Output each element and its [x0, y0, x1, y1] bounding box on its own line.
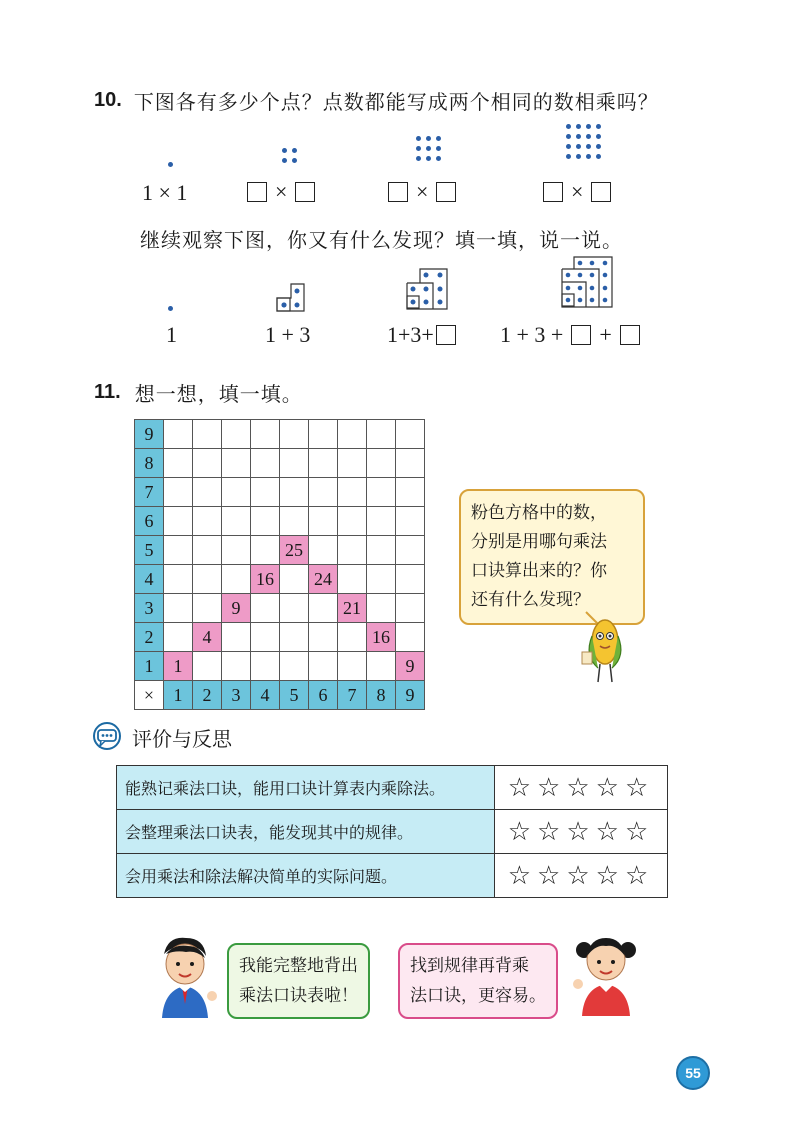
sum-3: [387, 322, 456, 348]
eval-row: [117, 810, 668, 854]
pink-cell-2x8: 16: [367, 623, 396, 652]
grid-cell: [309, 623, 338, 652]
grid-cell: [164, 449, 193, 478]
grid-cell: [338, 536, 367, 565]
sum-2: [265, 322, 310, 348]
col-label: 4: [251, 681, 280, 710]
girl-speech-line: 法口诀，更容易。: [410, 986, 546, 1006]
col-label: 6: [309, 681, 338, 710]
l-dots-2: [276, 283, 306, 313]
grid-cell: [164, 594, 193, 623]
answer-box[interactable]: [247, 182, 267, 202]
grid-cell: [222, 623, 251, 652]
boy-illustration: [148, 934, 220, 1018]
grid-cell: [367, 449, 396, 478]
col-label: 3: [222, 681, 251, 710]
grid-cell: [396, 478, 425, 507]
eq-4x4: [543, 179, 611, 205]
grid-cell: [164, 420, 193, 449]
sum-1-text: 1: [166, 322, 177, 347]
grid-cell: [164, 565, 193, 594]
evaluation-table: [116, 765, 668, 898]
pink-cell-1x9: 9: [396, 652, 425, 681]
q10-prompt2: 继续观察下图，你又有什么发现？填一填，说一说。: [140, 228, 623, 252]
grid-cell: [367, 536, 396, 565]
boy-speech-line: 我能完整地背出: [239, 956, 358, 976]
grid-cell: [367, 478, 396, 507]
grid-cell: [396, 565, 425, 594]
grid-cell: [193, 565, 222, 594]
page-number: 55: [685, 1065, 701, 1081]
q11-number: 11.: [94, 381, 121, 403]
hint-bubble: [459, 489, 645, 625]
grid-cell: [222, 652, 251, 681]
eq-1x1: [142, 180, 187, 206]
sum-4: [500, 322, 640, 348]
pink-cell-5x5: 25: [280, 536, 309, 565]
eval-criterion: 能熟记乘法口诀，能用口诀计算表内乘除法。: [117, 766, 495, 810]
grid-cell: [193, 478, 222, 507]
grid-cell: [309, 594, 338, 623]
row-label: 9: [135, 420, 164, 449]
pink-cell-1x1: 1: [164, 652, 193, 681]
sum-4-text: 1 + 3 +: [500, 322, 564, 347]
grid-cell: [164, 507, 193, 536]
eval-criterion: 会用乘法和除法解决简单的实际问题。: [117, 854, 495, 898]
eval-row: [117, 766, 668, 810]
girl-speech-line: 找到规律再背乘: [410, 956, 529, 976]
col-label: 1: [164, 681, 193, 710]
grid-row: [135, 594, 425, 623]
corn-mascot-illustration: [580, 606, 630, 686]
answer-box[interactable]: [571, 325, 591, 345]
pink-cell-4x6: 24: [309, 565, 338, 594]
boy-speech-bubble: [227, 943, 370, 1019]
answer-box[interactable]: [543, 182, 563, 202]
grid-cell: [222, 565, 251, 594]
grid-cell: [251, 623, 280, 652]
col-label: 7: [338, 681, 367, 710]
grid-cell: [280, 449, 309, 478]
grid-cell: [338, 449, 367, 478]
star-rating[interactable]: ☆☆☆☆☆: [495, 766, 668, 810]
row-label: 2: [135, 623, 164, 652]
grid-cell: [251, 478, 280, 507]
grid-cell: [338, 623, 367, 652]
col-label: 5: [280, 681, 309, 710]
dots-1x1: [168, 162, 176, 170]
boy-speech-line: 乘法口诀表啦！: [239, 986, 358, 1006]
eval-header: [92, 722, 232, 752]
grid-row: [135, 652, 425, 681]
q11-header: [94, 378, 303, 407]
answer-box[interactable]: [436, 325, 456, 345]
grid-cell: [222, 420, 251, 449]
answer-box[interactable]: [388, 182, 408, 202]
eq-3x3: [388, 179, 456, 205]
row-label: 4: [135, 565, 164, 594]
l-dots-1: [168, 306, 176, 314]
grid-cell: [164, 623, 193, 652]
l-dots-4: [561, 256, 613, 308]
grid-cell: [280, 652, 309, 681]
eval-title: 评价与反思: [132, 726, 232, 751]
eval-criterion: 会整理乘法口诀表，能发现其中的规律。: [117, 810, 495, 854]
grid-cell: [251, 507, 280, 536]
col-label: 8: [367, 681, 396, 710]
multiplication-grid: [134, 419, 425, 710]
girl-speech-bubble: [398, 943, 558, 1019]
grid-cell: [367, 507, 396, 536]
answer-box[interactable]: [436, 182, 456, 202]
q10-prompt: 下图各有多少个点？点数都能写成两个相同的数相乘吗？: [133, 90, 659, 114]
hint-line: 口诀算出来的？你: [471, 561, 607, 581]
grid-cell: [309, 420, 338, 449]
grid-cell: [193, 420, 222, 449]
grid-cell: [280, 594, 309, 623]
eval-row: [117, 854, 668, 898]
girl-illustration: [570, 930, 642, 1016]
row-label: 3: [135, 594, 164, 623]
grid-cell: [251, 420, 280, 449]
l-dots-3: [406, 268, 448, 310]
row-label: 8: [135, 449, 164, 478]
q10-number: 10.: [94, 89, 122, 111]
grid-row: [135, 449, 425, 478]
grid-cell: [280, 565, 309, 594]
grid-cell: [280, 623, 309, 652]
grid-cell: [309, 449, 338, 478]
row-label: 6: [135, 507, 164, 536]
grid-cell: [396, 449, 425, 478]
grid-cell: [309, 652, 338, 681]
grid-cell: [164, 478, 193, 507]
grid-cell: [222, 507, 251, 536]
dots-2x2: [282, 148, 302, 168]
pink-cell-4x4: 16: [251, 565, 280, 594]
grid-cell: [367, 652, 396, 681]
col-label: 2: [193, 681, 222, 710]
answer-box[interactable]: [295, 182, 315, 202]
grid-cell: [251, 594, 280, 623]
q10-header: [94, 86, 659, 115]
grid-cell: [193, 507, 222, 536]
grid-cell: [309, 507, 338, 536]
grid-cell: [193, 449, 222, 478]
grid-cell: [222, 536, 251, 565]
hint-line: 还有什么发现？: [471, 590, 590, 610]
pink-cell-2x2: 4: [193, 623, 222, 652]
grid-cell: [367, 594, 396, 623]
sum-2-text: 1 + 3: [265, 322, 311, 347]
grid-cell: [338, 478, 367, 507]
grid-cell: [367, 565, 396, 594]
pink-cell-3x7: 21: [338, 594, 367, 623]
grid-cell: [222, 449, 251, 478]
times-sign: ×: [275, 179, 288, 204]
grid-cell: [280, 420, 309, 449]
grid-row: [135, 507, 425, 536]
plus-sign: +: [599, 322, 612, 347]
grid-row: [135, 565, 425, 594]
hint-line: 分别是用哪句乘法: [471, 532, 607, 552]
answer-box[interactable]: [620, 325, 640, 345]
grid-cell: [396, 623, 425, 652]
grid-row: [135, 536, 425, 565]
times-sign: ×: [571, 179, 584, 204]
star-rating[interactable]: ☆☆☆☆☆: [495, 854, 668, 898]
grid-cell: [309, 536, 338, 565]
grid-cell: [193, 594, 222, 623]
grid-cell: [338, 507, 367, 536]
grid-cell: [193, 536, 222, 565]
grid-cell: [280, 478, 309, 507]
grid-cell: [396, 507, 425, 536]
grid-cell: [193, 652, 222, 681]
grid-axis-row: [135, 681, 425, 710]
grid-cell: [338, 652, 367, 681]
grid-cell: [338, 420, 367, 449]
col-label: ×: [135, 681, 164, 710]
eq-2x2: [247, 179, 315, 205]
answer-box[interactable]: [591, 182, 611, 202]
grid-cell: [280, 507, 309, 536]
dots-3x3: [416, 136, 446, 166]
grid-cell: [251, 449, 280, 478]
row-label: 7: [135, 478, 164, 507]
row-label: 1: [135, 652, 164, 681]
grid-cell: [367, 420, 396, 449]
grid-cell: [164, 536, 193, 565]
grid-cell: [222, 478, 251, 507]
grid-cell: [251, 536, 280, 565]
pink-cell-3x3: 9: [222, 594, 251, 623]
star-rating[interactable]: ☆☆☆☆☆: [495, 810, 668, 854]
grid-cell: [309, 478, 338, 507]
q11-prompt: 想一想，填一填。: [134, 382, 303, 406]
grid-row: [135, 623, 425, 652]
grid-cell: [396, 594, 425, 623]
chat-bubble-icon: [92, 722, 124, 752]
grid-cell: [396, 536, 425, 565]
sum-3-text: 1+3+: [387, 322, 434, 347]
dots-4x4: [566, 124, 606, 164]
grid-cell: [251, 652, 280, 681]
times-sign: ×: [416, 179, 429, 204]
sum-1: [166, 322, 177, 348]
row-label: 5: [135, 536, 164, 565]
eq-1x1-text: 1 × 1: [142, 180, 188, 205]
page-number-badge: [676, 1056, 710, 1090]
col-label: 9: [396, 681, 425, 710]
grid-row: [135, 420, 425, 449]
hint-line: 粉色方格中的数，: [471, 503, 607, 523]
grid-cell: [338, 565, 367, 594]
grid-cell: [396, 420, 425, 449]
grid-row: [135, 478, 425, 507]
